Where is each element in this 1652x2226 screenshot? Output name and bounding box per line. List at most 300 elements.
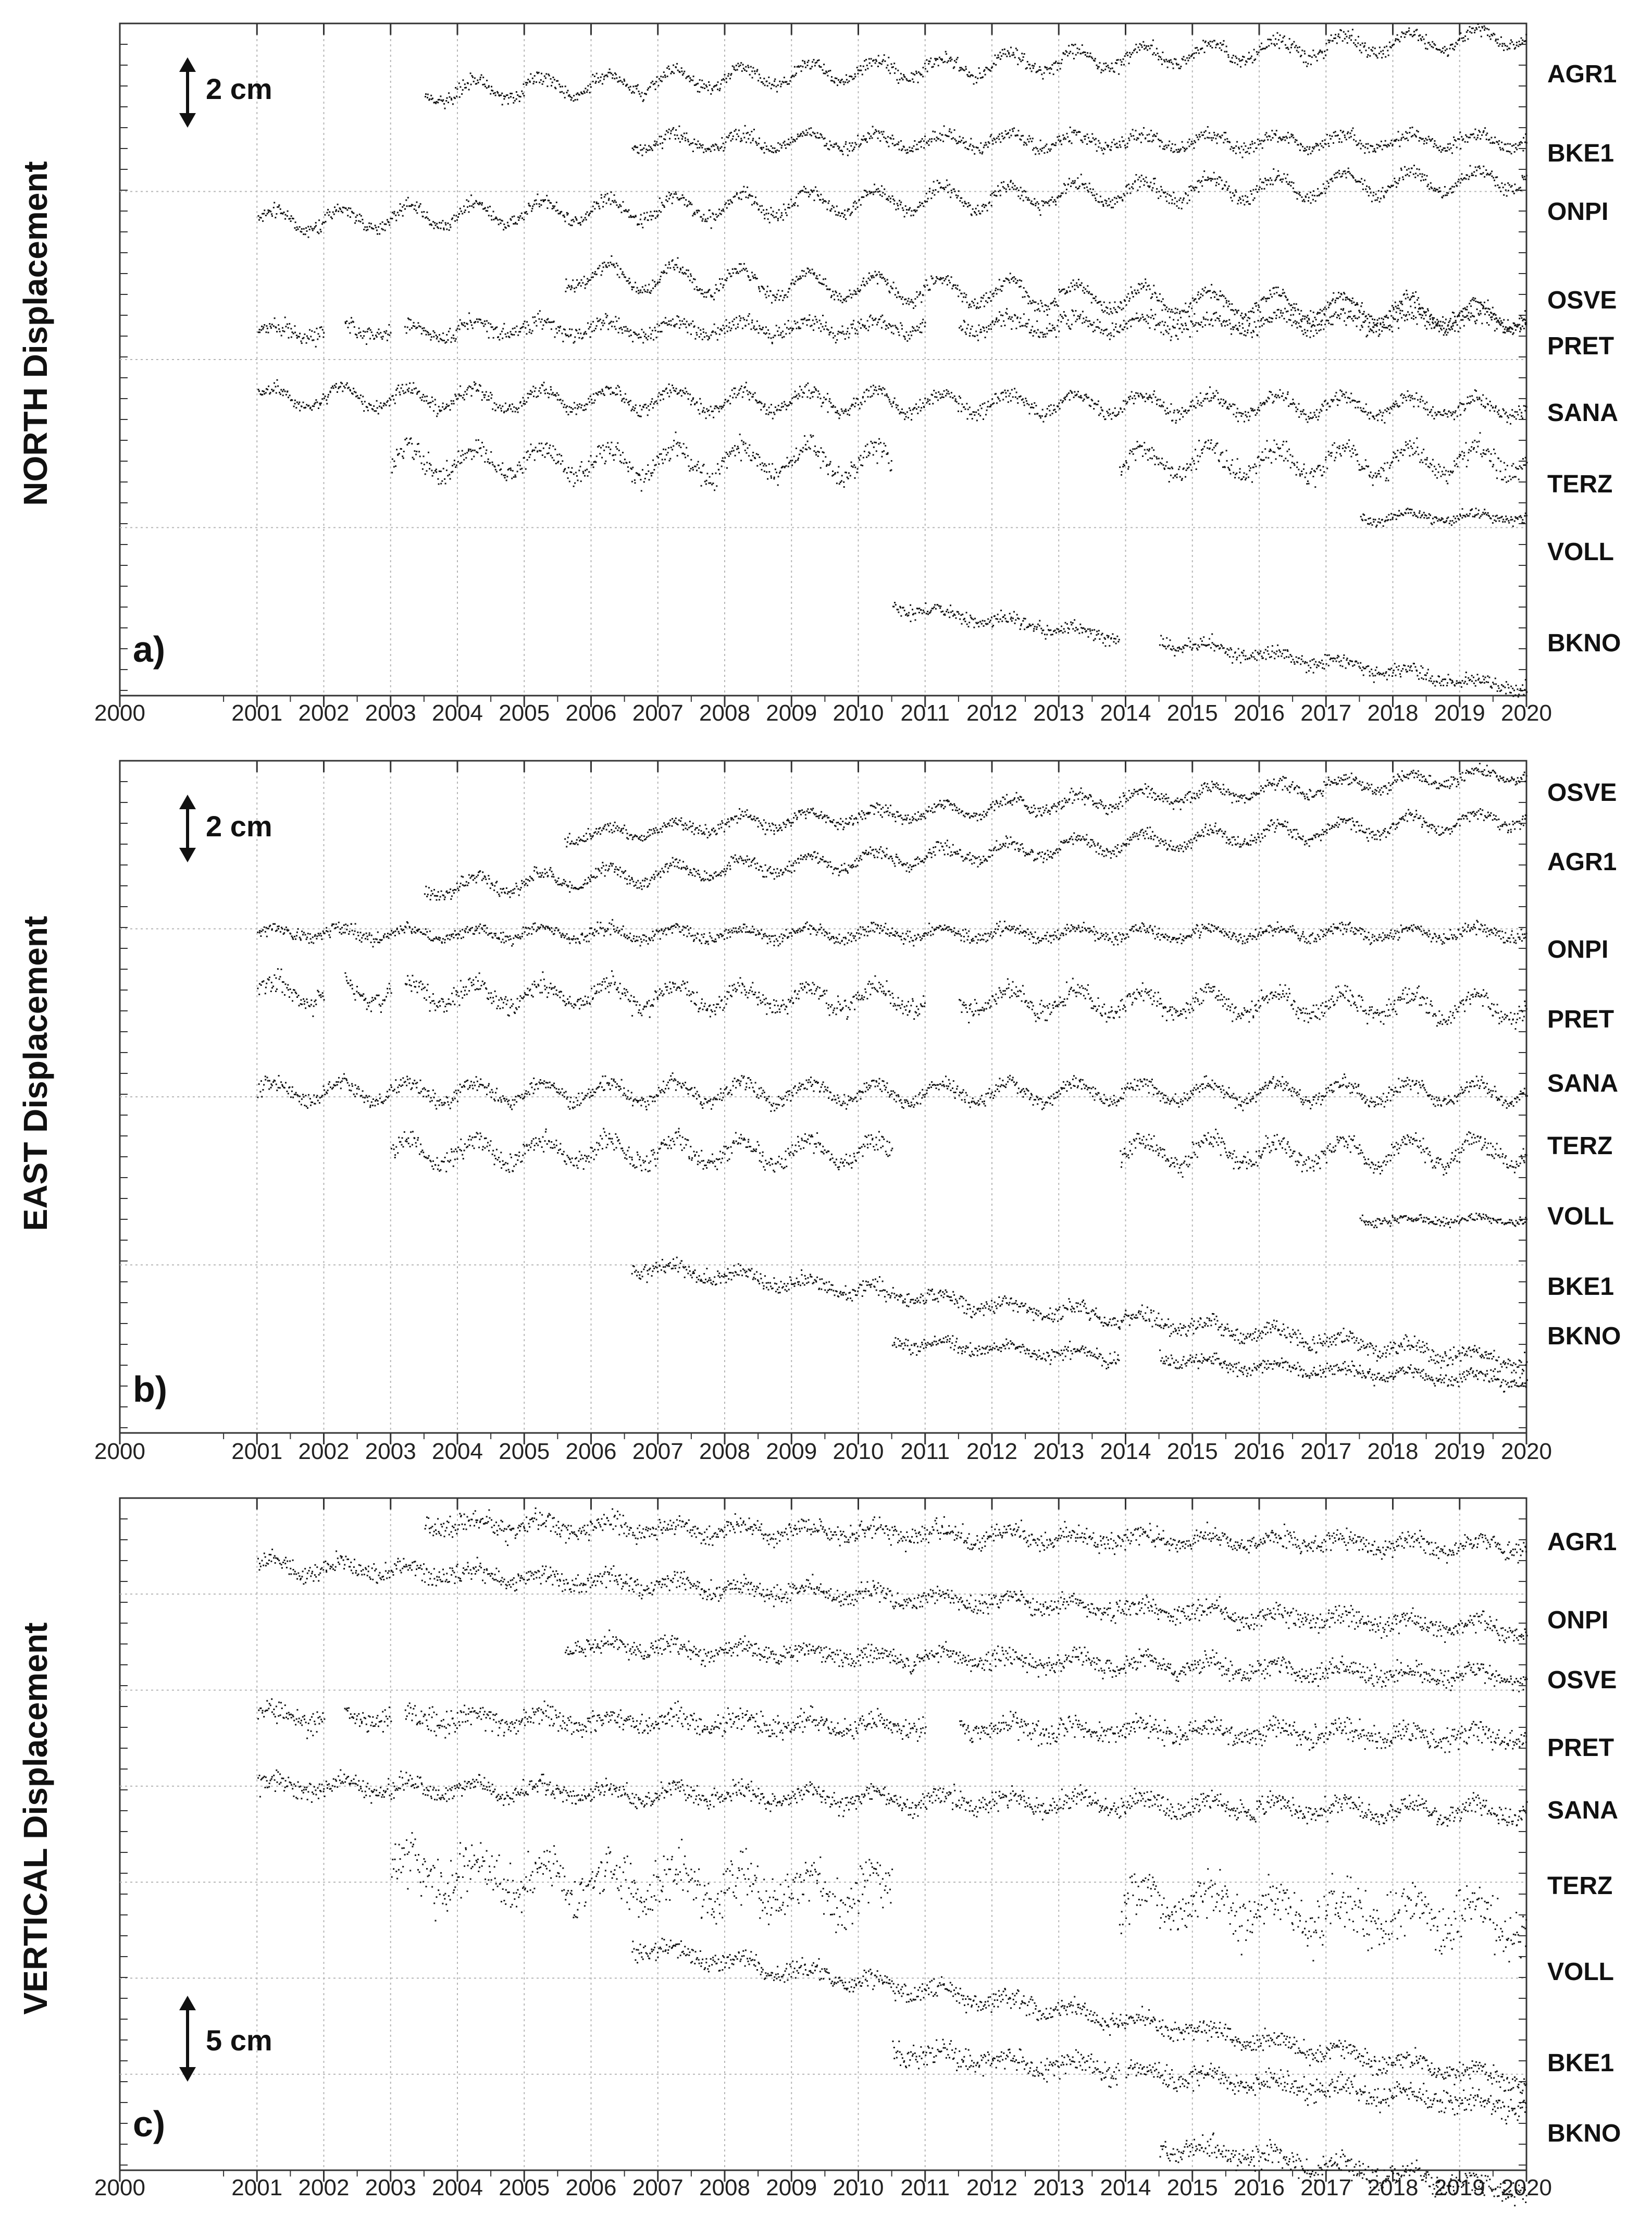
data-point	[776, 91, 778, 93]
data-point	[1402, 176, 1403, 178]
data-point	[951, 288, 953, 289]
data-point	[568, 285, 569, 287]
data-point	[620, 327, 622, 328]
data-point	[804, 191, 806, 193]
data-point	[668, 198, 670, 200]
data-point	[1172, 63, 1174, 65]
data-point	[1398, 140, 1399, 141]
data-point	[1001, 132, 1003, 134]
data-point	[1127, 55, 1128, 56]
data-point	[1216, 142, 1218, 144]
data-point	[711, 146, 712, 147]
data-point	[759, 291, 761, 292]
data-point	[1344, 170, 1346, 172]
data-point	[979, 213, 981, 215]
data-point	[438, 227, 439, 229]
data-point	[1266, 184, 1268, 186]
data-point	[1196, 302, 1198, 303]
data-point	[1451, 186, 1453, 188]
data-point	[1038, 203, 1039, 205]
data-point	[950, 60, 951, 61]
data-point	[562, 341, 564, 342]
data-point	[534, 316, 536, 318]
data-point	[764, 84, 766, 86]
data-point	[856, 206, 858, 208]
data-point	[967, 206, 968, 207]
data-point	[1423, 143, 1425, 144]
data-point	[1081, 282, 1083, 284]
data-point	[556, 332, 558, 334]
data-point	[1083, 52, 1085, 53]
data-point	[754, 201, 755, 203]
data-point	[694, 279, 696, 280]
x-tick-label: 2001	[231, 700, 282, 726]
data-point	[713, 214, 714, 215]
data-point	[446, 334, 448, 336]
data-point	[630, 216, 632, 218]
data-point	[604, 262, 605, 263]
data-point	[1009, 56, 1011, 57]
data-point	[740, 263, 742, 265]
data-point	[664, 139, 666, 140]
data-point	[1407, 31, 1408, 33]
data-point	[813, 59, 815, 60]
data-point	[527, 82, 528, 84]
data-point	[911, 299, 912, 301]
data-point	[1369, 152, 1370, 153]
data-point	[888, 146, 889, 147]
data-point	[1471, 172, 1473, 174]
data-point	[1117, 146, 1119, 148]
data-point	[625, 209, 627, 211]
data-point	[1307, 63, 1309, 65]
data-point	[976, 82, 977, 83]
data-point	[1276, 177, 1277, 178]
data-point	[432, 330, 434, 332]
data-point	[1044, 152, 1045, 154]
data-point	[1332, 180, 1333, 182]
data-point	[965, 294, 967, 295]
data-point	[1096, 150, 1098, 152]
data-point	[375, 227, 377, 228]
data-point	[820, 199, 822, 201]
data-point	[1421, 40, 1422, 41]
data-point	[1109, 70, 1111, 72]
data-point	[1303, 61, 1305, 63]
data-point	[1408, 30, 1410, 32]
data-point	[532, 316, 534, 318]
data-point	[1327, 302, 1328, 303]
data-point	[1335, 172, 1337, 174]
data-point	[1459, 38, 1460, 39]
data-point	[740, 192, 741, 194]
data-point	[909, 146, 910, 148]
data-point	[1003, 181, 1004, 183]
data-point	[1516, 45, 1518, 46]
data-point	[571, 219, 573, 221]
data-point	[308, 237, 309, 238]
data-point	[1207, 177, 1209, 178]
data-point	[598, 77, 599, 79]
data-point	[764, 142, 766, 144]
data-point	[531, 208, 533, 209]
data-point	[1439, 50, 1441, 51]
data-point	[721, 79, 723, 81]
data-point	[681, 138, 683, 140]
data-point	[867, 68, 868, 69]
data-point	[476, 201, 477, 202]
data-point	[1112, 207, 1114, 208]
data-point	[1320, 143, 1321, 144]
data-point	[1178, 149, 1179, 150]
data-point	[843, 216, 844, 218]
data-point	[885, 280, 886, 282]
data-point	[553, 320, 555, 322]
data-point	[1001, 135, 1003, 137]
data-point	[488, 337, 490, 339]
y-axis-label: NORTH Displacement	[17, 161, 54, 505]
data-point	[1273, 287, 1275, 289]
data-point	[296, 335, 297, 336]
data-point	[854, 201, 856, 202]
data-point	[1163, 146, 1165, 147]
data-point	[924, 63, 926, 64]
data-point	[761, 205, 763, 207]
data-point	[412, 204, 414, 206]
data-point	[1089, 183, 1090, 184]
data-point	[638, 333, 640, 335]
data-point	[785, 294, 787, 296]
data-point	[1126, 296, 1128, 298]
data-point	[1054, 298, 1055, 300]
data-point	[865, 69, 866, 71]
data-point	[746, 142, 747, 143]
data-point	[1060, 68, 1061, 70]
data-point	[322, 337, 324, 338]
data-point	[608, 198, 610, 200]
data-point	[1027, 61, 1028, 63]
data-point	[847, 155, 849, 156]
data-point	[1210, 137, 1212, 139]
data-point	[1023, 144, 1025, 146]
data-point	[523, 95, 525, 96]
data-point	[912, 79, 913, 80]
data-point	[1475, 175, 1476, 177]
data-point	[913, 145, 915, 147]
data-point	[1091, 294, 1093, 295]
data-point	[999, 289, 1001, 290]
data-point	[787, 83, 788, 85]
data-point	[1324, 188, 1325, 189]
data-point	[825, 278, 826, 280]
data-point	[1084, 292, 1085, 294]
data-point	[1473, 133, 1474, 135]
data-point	[674, 269, 675, 270]
data-point	[1313, 312, 1314, 313]
data-point	[814, 133, 815, 134]
data-point	[1334, 302, 1336, 303]
data-point	[642, 286, 643, 288]
data-point	[1039, 209, 1040, 211]
data-point	[609, 68, 611, 70]
data-point	[630, 329, 631, 331]
data-point	[620, 205, 622, 207]
data-point	[611, 264, 613, 265]
data-point	[917, 82, 919, 83]
data-point	[921, 301, 922, 303]
data-point	[1152, 40, 1154, 41]
data-point	[1332, 299, 1334, 300]
data-point	[1114, 144, 1116, 145]
data-point	[891, 64, 892, 65]
data-point	[985, 142, 987, 143]
data-point	[898, 292, 899, 294]
data-point	[1328, 186, 1330, 188]
data-point	[1222, 44, 1224, 45]
data-point	[546, 207, 548, 209]
data-point	[1407, 297, 1409, 299]
data-point	[1261, 188, 1263, 190]
data-point	[1200, 296, 1201, 298]
data-point	[439, 222, 440, 224]
data-point	[710, 151, 712, 152]
data-point	[1021, 135, 1022, 137]
data-point	[1029, 64, 1030, 66]
data-point	[560, 86, 561, 88]
data-point	[450, 341, 452, 343]
data-point	[1129, 56, 1131, 58]
data-point	[971, 301, 973, 302]
data-point	[675, 129, 677, 131]
data-point	[955, 194, 957, 196]
data-point	[1035, 302, 1037, 303]
data-point	[902, 296, 903, 298]
data-point	[690, 274, 691, 275]
data-point	[1443, 195, 1444, 196]
data-point	[1405, 298, 1407, 300]
data-point	[689, 77, 691, 79]
data-point	[568, 94, 570, 96]
data-point	[1390, 315, 1392, 317]
data-point	[585, 213, 587, 215]
data-point	[673, 72, 675, 74]
data-point	[1279, 137, 1281, 138]
data-point	[1440, 151, 1442, 153]
data-point	[1359, 140, 1361, 141]
data-point	[794, 283, 796, 285]
data-point	[1101, 201, 1103, 203]
data-point	[916, 210, 917, 212]
data-point	[282, 330, 284, 332]
data-point	[990, 300, 992, 302]
data-point	[818, 59, 820, 61]
data-point	[385, 224, 387, 225]
data-point	[481, 75, 482, 76]
data-point	[875, 63, 876, 64]
data-point	[1131, 135, 1132, 137]
data-point	[1323, 183, 1324, 185]
data-point	[766, 291, 768, 292]
data-point	[977, 303, 978, 304]
data-point	[812, 61, 813, 63]
data-point	[1170, 195, 1172, 197]
data-point	[1082, 290, 1084, 291]
data-point	[384, 230, 386, 231]
data-point	[873, 193, 874, 195]
data-point	[1495, 185, 1496, 187]
data-point	[808, 196, 810, 197]
data-point	[748, 67, 749, 68]
data-point	[1156, 191, 1158, 193]
data-point	[777, 142, 779, 144]
data-point	[1023, 56, 1024, 58]
data-point	[1187, 194, 1189, 196]
data-point	[1345, 299, 1347, 301]
data-point	[975, 208, 977, 209]
data-point	[1149, 48, 1151, 50]
data-point	[833, 146, 835, 147]
data-point	[1286, 137, 1288, 139]
data-point	[561, 332, 563, 334]
data-point	[356, 337, 358, 338]
data-point	[877, 138, 879, 139]
data-point	[676, 63, 678, 65]
data-point	[436, 101, 438, 103]
data-point	[1161, 301, 1162, 302]
data-point	[906, 209, 908, 211]
data-point	[1395, 140, 1396, 142]
data-point	[572, 225, 573, 226]
x-tick-label: 2008	[699, 700, 750, 726]
data-point	[937, 58, 938, 60]
data-point	[717, 148, 719, 150]
data-point	[726, 277, 728, 279]
data-point	[1317, 188, 1319, 190]
data-point	[686, 269, 687, 271]
data-point	[639, 291, 641, 293]
data-point	[1335, 38, 1336, 39]
data-point	[724, 147, 726, 149]
data-point	[719, 147, 721, 149]
data-point	[1021, 53, 1023, 54]
data-point	[1035, 205, 1036, 206]
data-point	[844, 209, 846, 211]
data-point	[1508, 190, 1509, 191]
data-point	[284, 317, 286, 318]
data-point	[893, 203, 895, 205]
data-point	[1108, 67, 1110, 68]
data-point	[1259, 140, 1261, 142]
data-point	[1373, 322, 1374, 324]
data-point	[1360, 305, 1362, 307]
data-point	[847, 210, 849, 212]
data-point	[586, 219, 587, 220]
data-point	[1296, 303, 1297, 305]
data-point	[1320, 50, 1321, 51]
data-point	[788, 83, 790, 85]
data-point	[451, 337, 453, 339]
data-point	[1057, 305, 1059, 307]
data-point	[449, 96, 451, 98]
data-point	[977, 205, 978, 206]
data-point	[1460, 32, 1461, 34]
data-point	[461, 211, 462, 212]
data-point	[505, 333, 506, 335]
data-point	[1479, 166, 1480, 167]
data-point	[590, 86, 592, 88]
data-point	[515, 331, 517, 332]
data-point	[1482, 27, 1483, 29]
data-point	[612, 74, 614, 76]
data-point	[1235, 191, 1237, 193]
data-point	[1059, 135, 1060, 137]
data-point	[482, 77, 484, 78]
data-point	[900, 202, 902, 203]
data-point	[1084, 139, 1086, 140]
data-point	[1358, 143, 1360, 144]
data-point	[781, 147, 782, 149]
data-point	[433, 336, 434, 338]
data-point	[1046, 67, 1048, 68]
data-point	[1479, 168, 1481, 169]
data-point	[1363, 313, 1364, 315]
data-point	[1447, 143, 1449, 145]
data-point	[994, 139, 996, 140]
data-point	[448, 102, 449, 103]
data-point	[1312, 151, 1313, 152]
data-point	[1130, 133, 1132, 135]
x-tick-label: 2003	[365, 700, 416, 726]
data-point	[615, 316, 616, 317]
data-point	[934, 138, 935, 140]
data-point	[1464, 141, 1466, 143]
data-point	[1132, 52, 1134, 54]
data-point	[644, 291, 646, 292]
data-point	[1073, 58, 1075, 59]
data-point	[459, 86, 461, 88]
data-point	[1047, 314, 1048, 316]
data-point	[1400, 168, 1402, 169]
data-point	[359, 214, 361, 215]
data-point	[1504, 184, 1506, 186]
data-point	[1004, 48, 1005, 50]
scale-bar-arrow-up-icon	[179, 57, 196, 72]
data-point	[852, 294, 854, 295]
data-point	[752, 140, 753, 141]
data-point	[1524, 142, 1526, 143]
data-point	[1408, 28, 1410, 29]
data-point	[699, 143, 701, 145]
data-point	[560, 91, 561, 93]
data-point	[1229, 192, 1231, 193]
data-point	[838, 212, 840, 214]
data-point	[645, 285, 647, 286]
data-point	[1085, 288, 1086, 290]
data-point	[1453, 137, 1455, 138]
data-point	[659, 197, 661, 199]
data-point	[682, 136, 684, 138]
data-point	[1422, 174, 1423, 175]
data-point	[1422, 138, 1424, 140]
data-point	[1075, 54, 1077, 56]
data-point	[784, 77, 785, 78]
data-point	[1240, 66, 1241, 68]
data-point	[1521, 142, 1523, 144]
data-point	[258, 331, 259, 333]
data-point	[1013, 280, 1014, 282]
data-point	[1249, 318, 1250, 319]
data-point	[1492, 307, 1494, 308]
